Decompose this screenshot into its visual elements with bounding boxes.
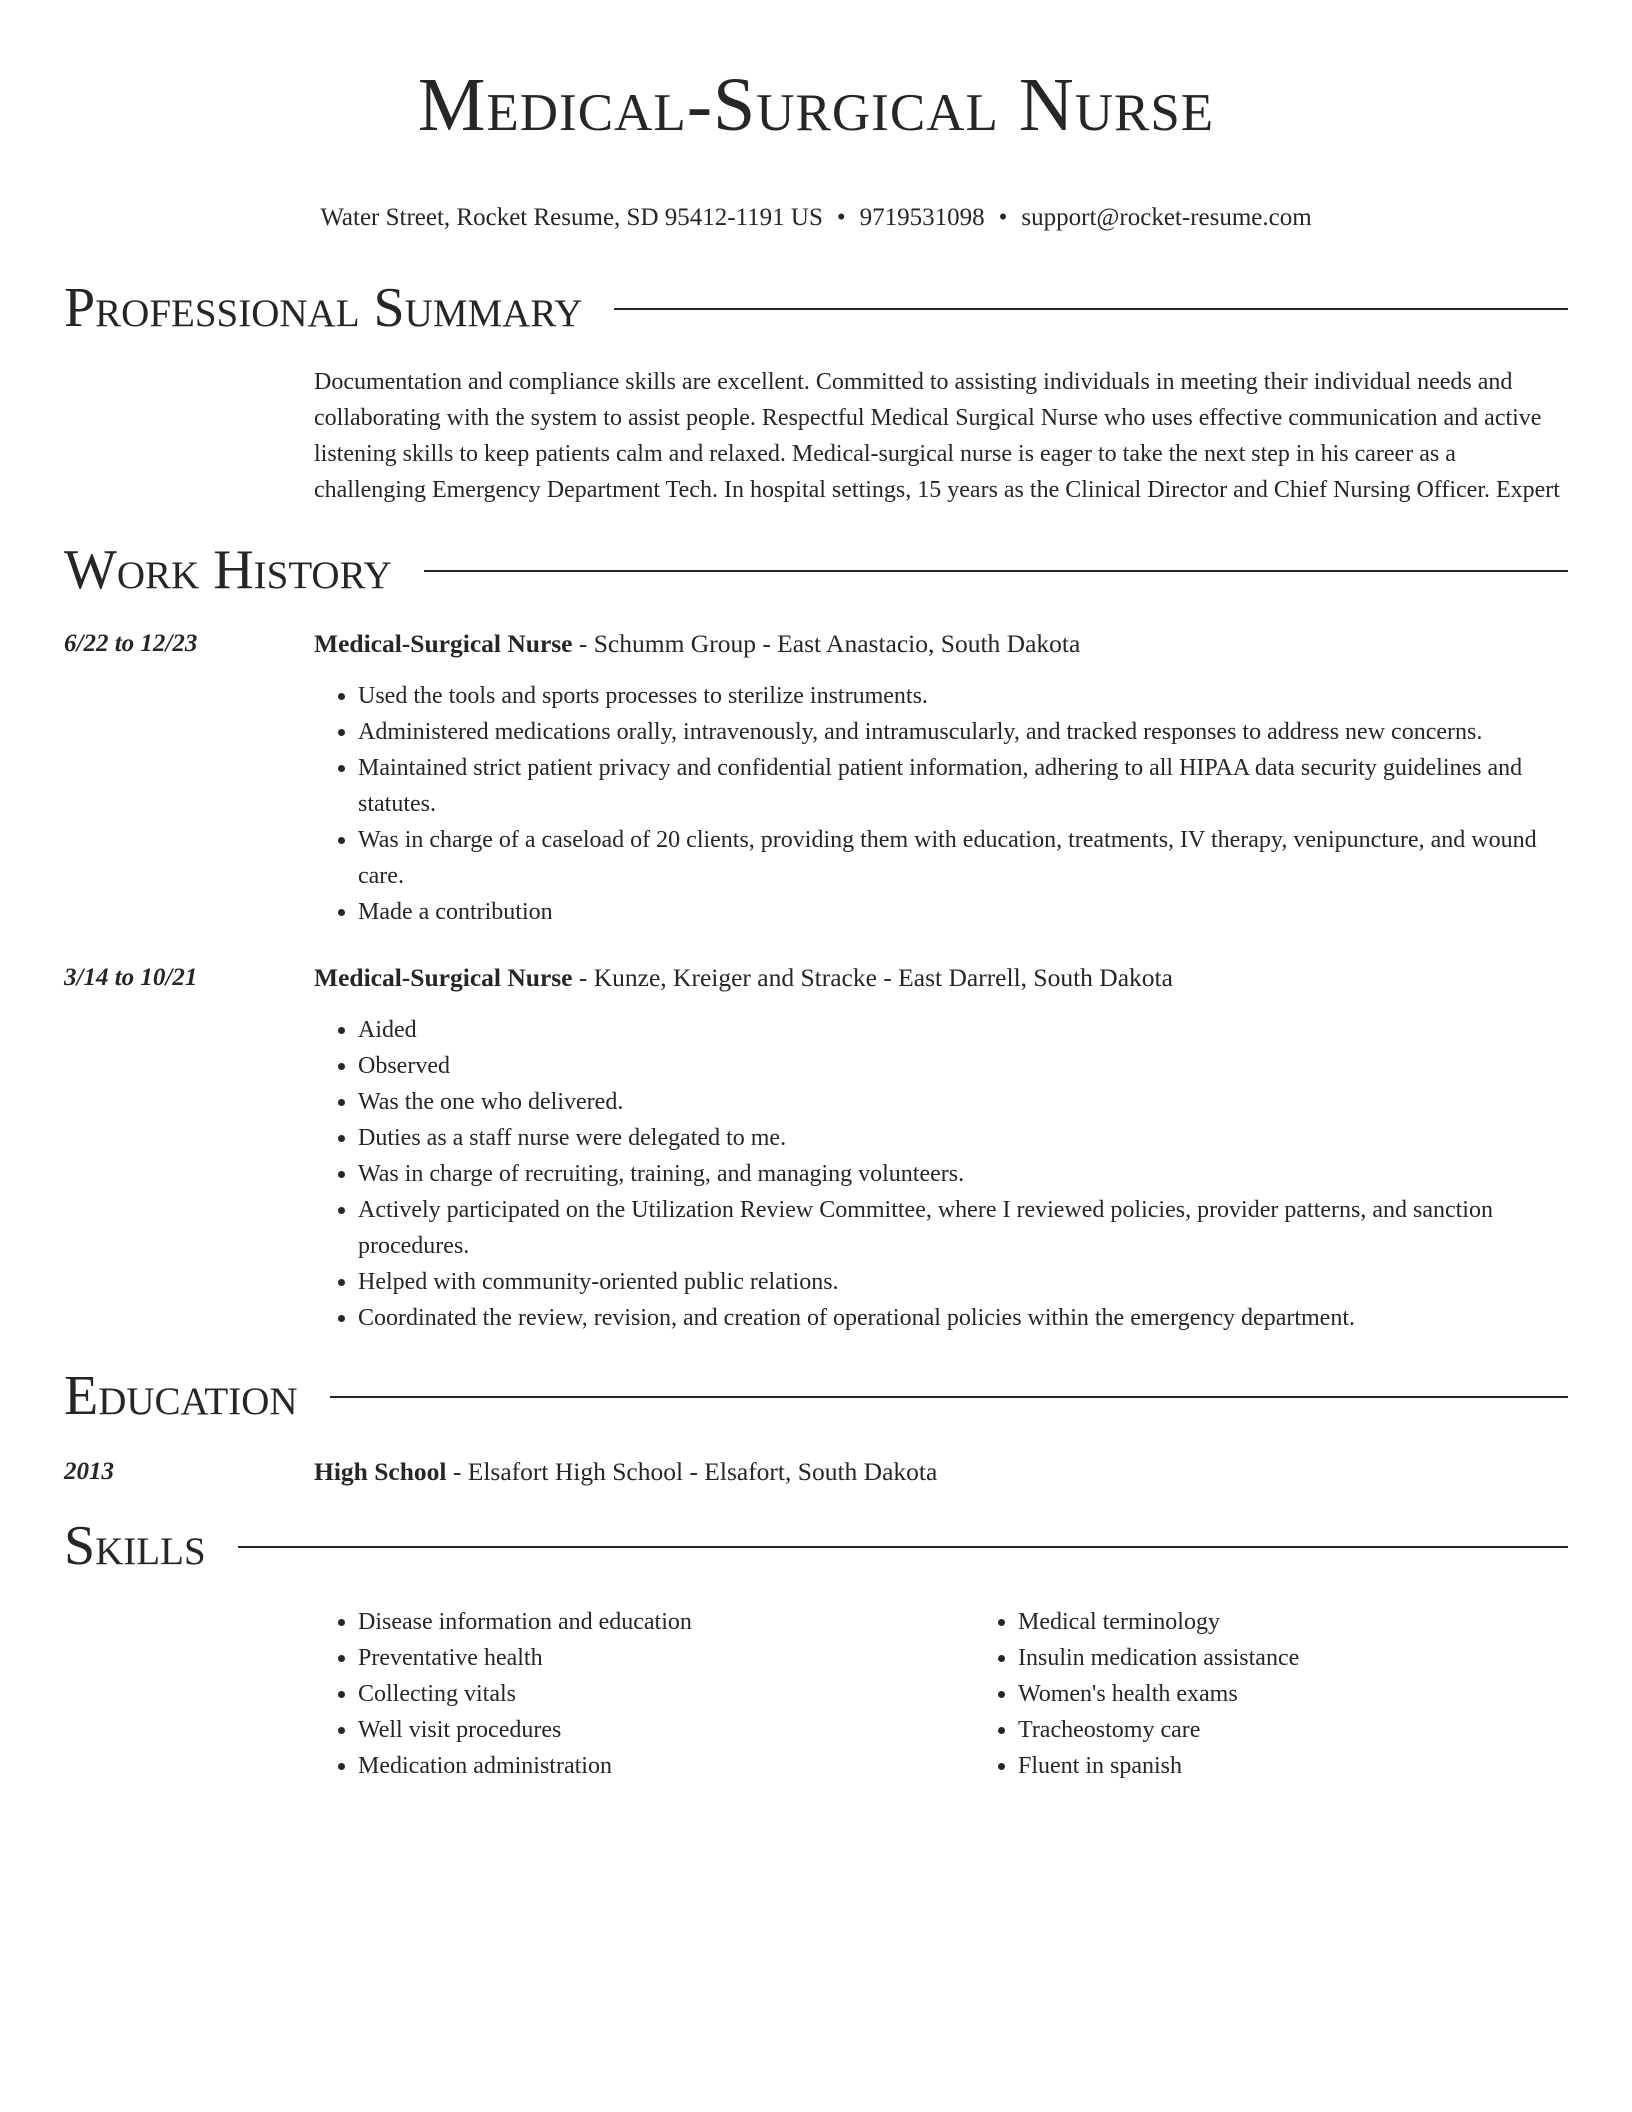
contact-address: Water Street, Rocket Resume, SD 95412-1191 US: [320, 204, 823, 231]
work-entry-header: [64, 960, 1568, 996]
work-role: Medical-Surgical Nurse: [314, 629, 573, 658]
work-employer-location: - Kunze, Kreiger and Stracke - East Darrell, South Dakota: [572, 963, 1173, 992]
work-bullets-container: [314, 996, 1568, 1336]
skill-item: • Insulin medication assistance: [1018, 1640, 1632, 1676]
skill-item: • Fluent in spanish: [1018, 1748, 1632, 1784]
work-bullet-item: • Actively participated on the Utilization Review Committee, where I reviewed policies, provider patterns, and sanction procedures.: [358, 1192, 1568, 1264]
work-bullet-list: [314, 1012, 1568, 1336]
work-section-title: Work History: [64, 539, 392, 601]
section-divider: [238, 1546, 1568, 1548]
section-divider: [614, 308, 1568, 310]
skills-row: [64, 1604, 1568, 1784]
education-title-line: [314, 1454, 1568, 1490]
summary-section-header: [64, 274, 1568, 342]
work-bullet-item: • Observed: [358, 1048, 1568, 1084]
education-degree: High School: [314, 1457, 447, 1486]
work-bullets-spacer: [64, 662, 314, 930]
skill-item: • Medication administration: [358, 1748, 974, 1784]
work-bullet-item: • Duties as a staff nurse were delegated to me.: [358, 1120, 1568, 1156]
skill-item: • Preventative health: [358, 1640, 974, 1676]
contact-line: [64, 202, 1568, 234]
skill-item: • Disease information and education: [358, 1604, 974, 1640]
skill-item: • Medical terminology: [1018, 1604, 1632, 1640]
work-bullet-item: • Was in charge of recruiting, training, and managing volunteers.: [358, 1156, 1568, 1192]
work-bullets-row: [64, 996, 1568, 1336]
skill-item: • Well visit procedures: [358, 1712, 974, 1748]
summary-text: Documentation and compliance skills are excellent. Committed to assisting individuals in meeting their individual needs and collaborating with the system to assist people. Respectful Medical Surgical Nurse who uses effective communication and active listening skills to keep patients calm and relaxed. Medical-surgical nurse is eager to take the next step in his career as a challenging Emergency Department Tech. In hospital settings, 15 years as the Clinical Director and Chief Nursing Officer. Expert: [314, 369, 1560, 503]
education-section-title: Education: [64, 1365, 298, 1427]
summary-left-spacer: [64, 364, 314, 508]
education-section-header: [64, 1362, 1568, 1430]
work-bullets-row: [64, 662, 1568, 930]
work-bullet-list: [314, 678, 1568, 930]
work-bullet-item: • Helped with community-oriented public relations.: [358, 1264, 1568, 1300]
summary-row: [64, 364, 1568, 508]
education-school-location: - Elsafort High School - Elsafort, South Dakota: [446, 1457, 938, 1486]
work-bullet-item: • Used the tools and sports processes to sterilize instruments.: [358, 678, 1568, 714]
skills-left-spacer: [64, 1604, 314, 1784]
work-bullets-container: [314, 662, 1568, 930]
work-role: Medical-Surgical Nurse: [314, 963, 573, 992]
skill-item: • Tracheostomy care: [1018, 1712, 1632, 1748]
work-dates: 6/22 to 12/23: [64, 630, 198, 657]
skill-item: • Collecting vitals: [358, 1676, 974, 1712]
contact-phone: 9719531098: [859, 204, 985, 231]
work-dates: 3/14 to 10/21: [64, 964, 198, 991]
section-divider: [330, 1396, 1568, 1398]
work-bullets-spacer: [64, 996, 314, 1336]
work-bullet-item: • Aided: [358, 1012, 1568, 1048]
work-history-list: [64, 626, 1568, 1336]
contact-email: support@rocket-resume.com: [1021, 204, 1312, 231]
work-entry: [64, 626, 1568, 930]
skills-list-right: [974, 1604, 1632, 1784]
contact-separator: •: [836, 204, 846, 231]
work-title-line: [314, 960, 1568, 996]
education-entry: [64, 1454, 1568, 1490]
skill-item: • Women's health exams: [1018, 1676, 1632, 1712]
contact-separator: •: [998, 204, 1008, 231]
work-bullet-item: • Was the one who delivered.: [358, 1084, 1568, 1120]
work-bullet-item: • Maintained strict patient privacy and confidential patient information, adhering to all HIPAA data security guidelines and statutes.: [358, 750, 1568, 822]
summary-section-title: Professional Summary: [64, 277, 583, 339]
skills-section-title: Skills: [64, 1515, 206, 1577]
skills-grid: [314, 1604, 1632, 1784]
work-bullet-item: • Coordinated the review, revision, and creation of operational policies within the emergency department.: [358, 1300, 1568, 1336]
work-section-header: [64, 536, 1568, 604]
education-list: [64, 1454, 1568, 1490]
work-bullet-item: • Was in charge of a caseload of 20 clients, providing them with education, treatments, IV therapy, venipuncture, and wound care.: [358, 822, 1568, 894]
work-entry: [64, 960, 1568, 1336]
work-employer-location: - Schumm Group - East Anastacio, South Dakota: [572, 629, 1081, 658]
work-entry-header: [64, 626, 1568, 662]
education-year: 2013: [64, 1458, 114, 1485]
work-bullet-item: • Made a contribution: [358, 894, 1568, 930]
resume-name: Medical-Surgical Nurse: [417, 63, 1215, 147]
skills-list-left: [314, 1604, 974, 1784]
skills-section-header: [64, 1512, 1568, 1580]
work-bullet-item: • Administered medications orally, intravenously, and intramuscularly, and tracked responses to address new concerns.: [358, 714, 1568, 750]
work-title-line: [314, 626, 1568, 662]
section-divider: [424, 570, 1568, 572]
